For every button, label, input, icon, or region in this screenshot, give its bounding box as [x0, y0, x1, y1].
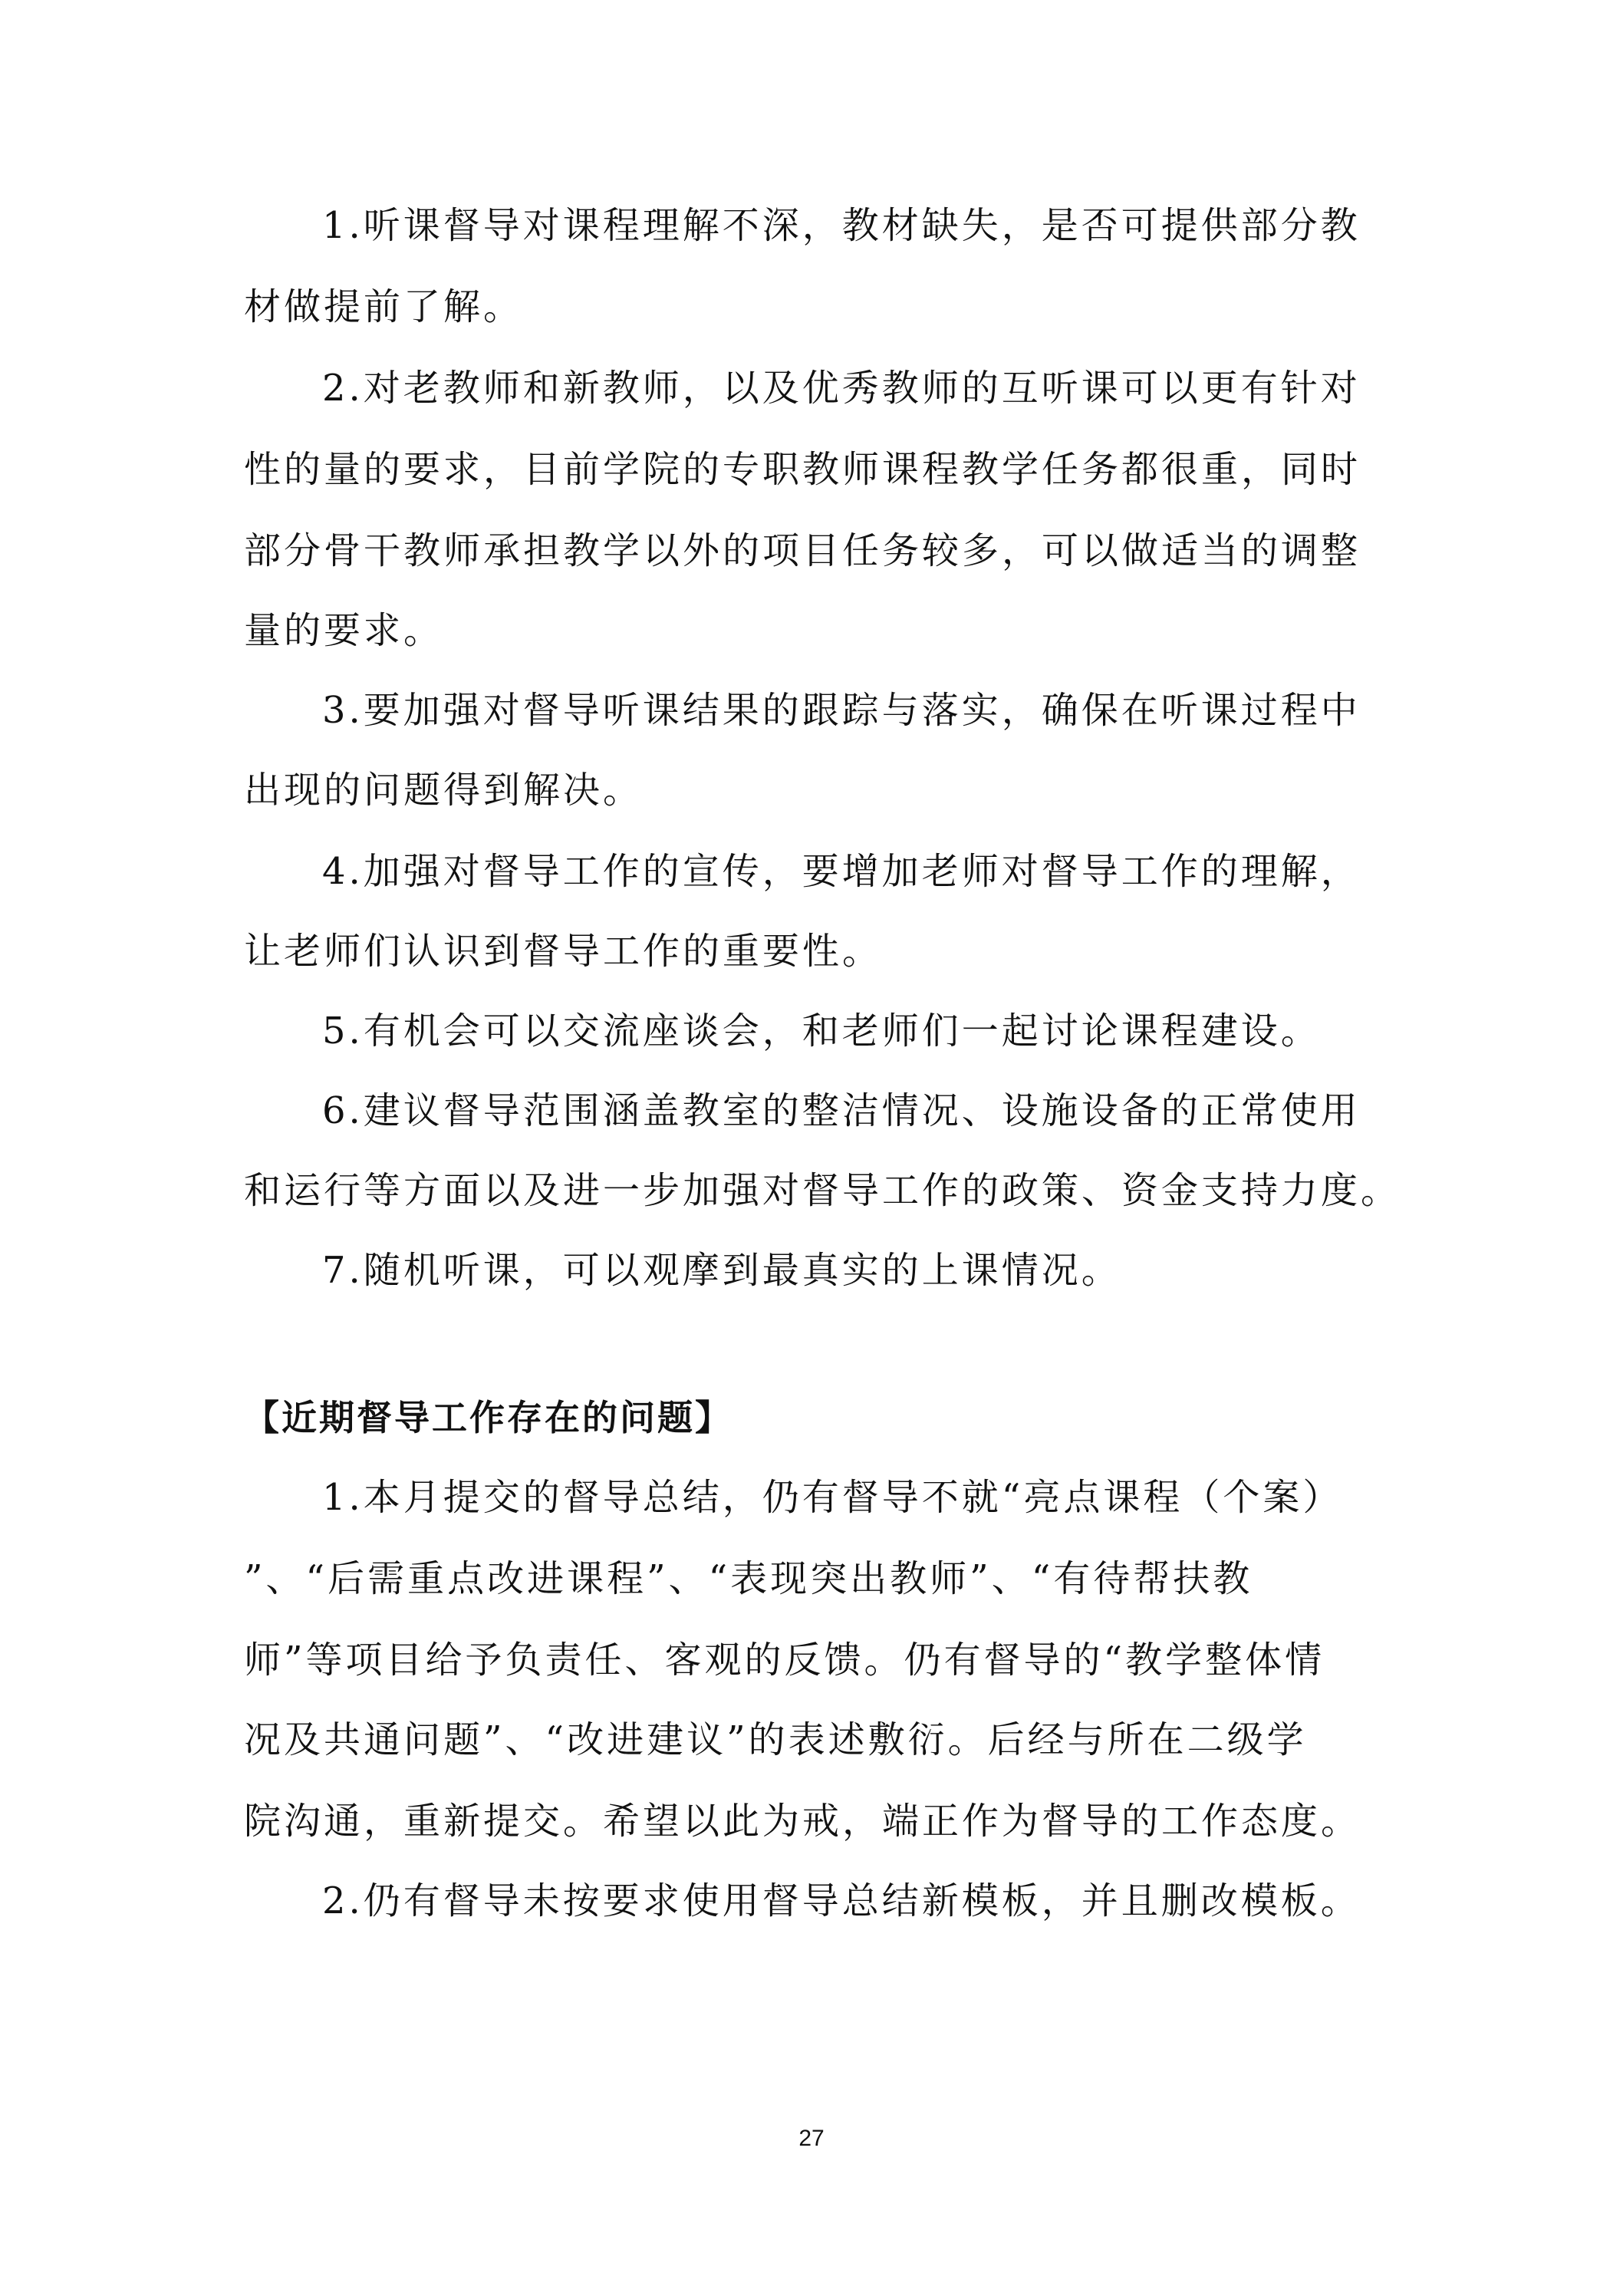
paragraph-line: 和运行等方面以及进一步加强对督导工作的政策、资金支持力度。: [244, 1169, 1401, 1212]
paragraph-line: 性的量的要求，目前学院的专职教师课程教学任务都很重，同时: [244, 448, 1361, 491]
paragraph-line: ”、“后需重点改进课程”、“表现突出教师”、“有待帮扶教: [244, 1557, 1253, 1600]
section-heading: 【近期督导工作存在的问题】: [244, 1397, 732, 1438]
paragraph-line: 况及共通问题”、“改进建议”的表述敷衍。后经与所在二级学: [244, 1718, 1307, 1761]
paragraph-line: 7.随机听课，可以观摩到最真实的上课情况。: [322, 1249, 1121, 1292]
paragraph-line: 2.对老教师和新教师，以及优秀教师的互听课可以更有针对: [322, 367, 1361, 410]
paragraph-line: 2.仍有督导未按要求使用督导总结新模板，并且删改模板。: [322, 1879, 1361, 1922]
paragraph-line: 材做提前了解。: [244, 285, 524, 328]
paragraph-line: 出现的问题得到解决。: [244, 769, 644, 812]
paragraph-line: 6.建议督导范围涵盖教室的整洁情况、设施设备的正常使用: [322, 1089, 1361, 1132]
paragraph-line: 1.本月提交的督导总结，仍有督导不就“亮点课程（个案）: [322, 1476, 1343, 1519]
paragraph-line: 让老师们认识到督导工作的重要性。: [244, 930, 883, 973]
paragraph-line: 部分骨干教师承担教学以外的项目任务较多，可以做适当的调整: [244, 529, 1361, 572]
paragraph-line: 3.要加强对督导听课结果的跟踪与落实，确保在听课过程中: [322, 689, 1361, 732]
paragraph-line: 量的要求。: [244, 609, 444, 652]
paragraph-line: 1.听课督导对课程理解不深，教材缺失，是否可提供部分教: [322, 204, 1361, 247]
paragraph-line: 师”等项目给予负责任、客观的反馈。仍有督导的“教学整体情: [244, 1639, 1325, 1682]
paragraph-line: 5.有机会可以交流座谈会，和老师们一起讨论课程建设。: [322, 1010, 1321, 1052]
paragraph-line: 4.加强对督导工作的宣传，要增加老师对督导工作的理解，: [322, 850, 1361, 893]
page-number: 27: [798, 2126, 825, 2151]
paragraph-line: 院沟通，重新提交。希望以此为戒，端正作为督导的工作态度。: [244, 1800, 1361, 1843]
